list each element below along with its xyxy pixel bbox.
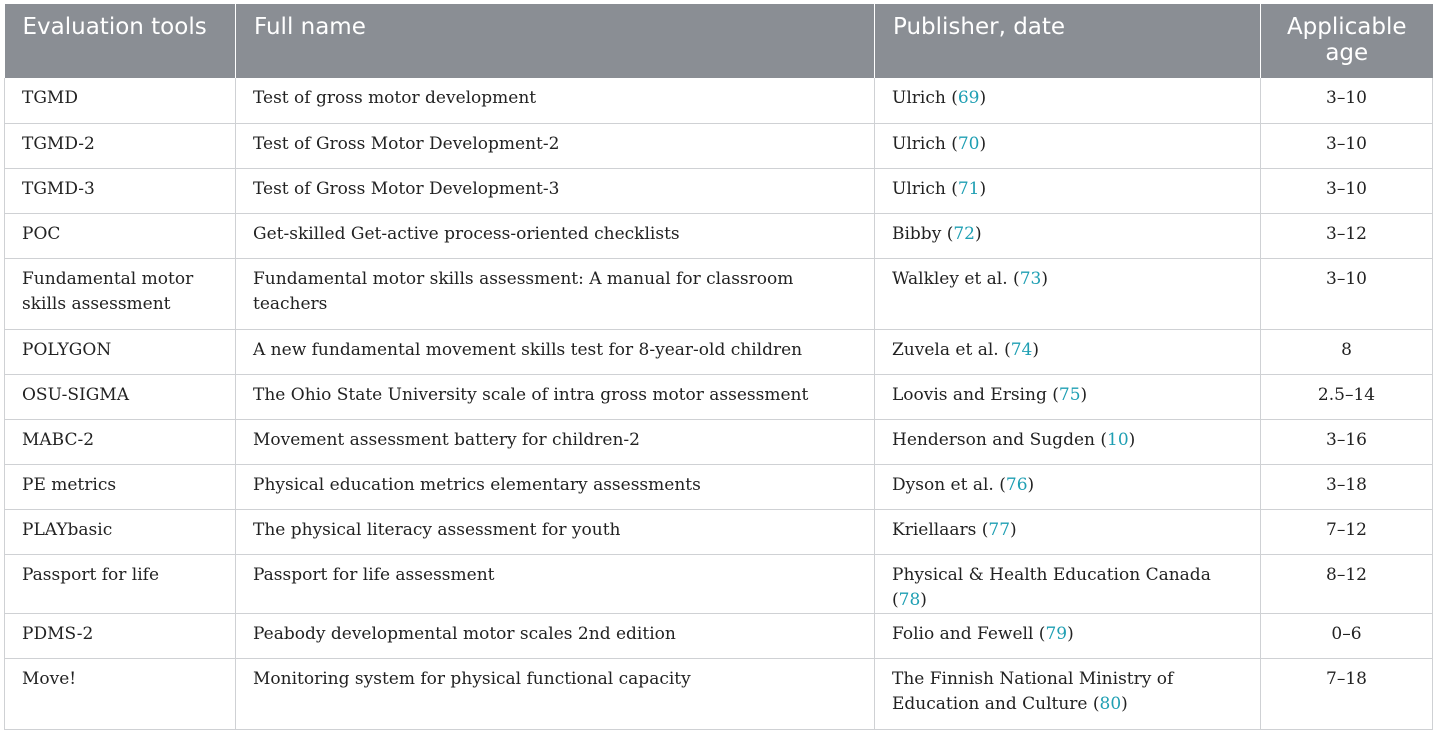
cell-tool: POC (5, 213, 236, 258)
cell-tool: POLYGON (5, 329, 236, 374)
cell-tool: TGMD (5, 78, 236, 123)
cell-full-name: Monitoring system for physical functional capacity (236, 658, 875, 729)
cell-publisher: Ulrich (71) (875, 168, 1261, 213)
reference-link[interactable]: 72 (953, 223, 975, 244)
cell-tool: PLAYbasic (5, 509, 236, 554)
cell-full-name: Passport for life assessment (236, 554, 875, 613)
cell-full-name: The physical literacy assessment for youth (236, 509, 875, 554)
cell-tool: MABC-2 (5, 419, 236, 464)
cell-publisher: Kriellaars (77) (875, 509, 1261, 554)
publisher-name: Loovis and Ersing (892, 384, 1047, 405)
cell-publisher: Physical & Health Education Canada (78) (875, 554, 1261, 613)
cell-age: 7–12 (1261, 509, 1433, 554)
table-row (5, 168, 1433, 213)
cell-full-name: Get-skilled Get-active process-oriented checklists (236, 213, 875, 258)
reference-link[interactable]: 76 (1005, 474, 1028, 495)
table-row (5, 658, 1433, 729)
cell-age: 7–18 (1261, 658, 1433, 729)
table-row (5, 329, 1433, 374)
table-row (5, 123, 1433, 168)
cell-tool: PDMS-2 (5, 613, 236, 658)
cell-age: 3–10 (1261, 258, 1433, 329)
reference-link[interactable]: 73 (1019, 268, 1042, 289)
publisher-name: Dyson et al. (892, 474, 994, 495)
reference-link[interactable]: 77 (988, 519, 1011, 540)
table-row (5, 213, 1433, 258)
reference-link[interactable]: 69 (957, 88, 980, 108)
cell-publisher: Bibby (72) (875, 213, 1261, 258)
reference-link[interactable]: 70 (957, 133, 980, 154)
publisher-name: Physical & Health Education Canada (892, 564, 1211, 585)
cell-tool: TGMD-2 (5, 123, 236, 168)
reference-link[interactable]: 71 (957, 178, 980, 199)
cell-publisher: Walkley et al. (73) (875, 258, 1261, 329)
header-evaluation-tools: Evaluation tools (5, 4, 236, 78)
cell-age: 8–12 (1261, 554, 1433, 613)
publisher-name: Zuvela et al. (892, 339, 999, 360)
table-row (5, 613, 1433, 658)
cell-tool: Passport for life (5, 554, 236, 613)
cell-tool: TGMD-3 (5, 168, 236, 213)
publisher-name: Walkley et al. (892, 268, 1008, 289)
table-row (5, 464, 1433, 509)
table-row (5, 78, 1433, 123)
cell-age: 3–16 (1261, 419, 1433, 464)
cell-full-name: Test of Gross Motor Development-2 (236, 123, 875, 168)
table-row (5, 554, 1433, 613)
publisher-name: Bibby (892, 223, 942, 244)
cell-tool: PE metrics (5, 464, 236, 509)
table-header (5, 4, 1433, 78)
cell-age: 3–18 (1261, 464, 1433, 509)
reference-link[interactable]: 78 (898, 589, 921, 610)
cell-publisher: Ulrich (69) (875, 78, 1261, 123)
cell-age: 3–10 (1261, 78, 1433, 123)
header-full-name: Full name (236, 4, 875, 78)
cell-full-name: Test of Gross Motor Development-3 (236, 168, 875, 213)
publisher-name: Ulrich (892, 88, 946, 108)
reference-link[interactable]: 80 (1099, 693, 1122, 714)
header-applicable-age: Applicable age (1261, 4, 1433, 78)
cell-age: 3–10 (1261, 168, 1433, 213)
cell-publisher: Folio and Fewell (79) (875, 613, 1261, 658)
reference-link[interactable]: 10 (1107, 429, 1129, 450)
cell-tool: OSU-SIGMA (5, 374, 236, 419)
evaluation-tools-table (4, 4, 1433, 730)
table-row (5, 509, 1433, 554)
cell-age: 8 (1261, 329, 1433, 374)
cell-full-name: A new fundamental movement skills test for 8-year-old children (236, 329, 875, 374)
reference-link[interactable]: 79 (1045, 623, 1068, 644)
publisher-name: Folio and Fewell (892, 623, 1034, 644)
table-row (5, 374, 1433, 419)
cell-full-name: The Ohio State University scale of intra gross motor assessment (236, 374, 875, 419)
cell-full-name: Movement assessment battery for children-2 (236, 419, 875, 464)
reference-link[interactable]: 75 (1058, 384, 1081, 405)
reference-link[interactable]: 74 (1010, 339, 1033, 360)
publisher-name: Ulrich (892, 133, 946, 154)
cell-publisher: Zuvela et al. (74) (875, 329, 1261, 374)
cell-full-name: Physical education metrics elementary assessments (236, 464, 875, 509)
cell-age: 0–6 (1261, 613, 1433, 658)
publisher-name: Henderson and Sugden (892, 429, 1095, 450)
cell-publisher: Henderson and Sugden (10) (875, 419, 1261, 464)
header-row (5, 4, 1433, 78)
cell-publisher: Loovis and Ersing (75) (875, 374, 1261, 419)
table-row (5, 419, 1433, 464)
header-publisher-date: Publisher, date (875, 4, 1261, 78)
cell-age: 3–10 (1261, 123, 1433, 168)
cell-age: 3–12 (1261, 213, 1433, 258)
publisher-name: Kriellaars (892, 519, 977, 540)
cell-tool: Fundamental motor skills assessment (5, 258, 236, 329)
table-row (5, 258, 1433, 329)
cell-tool: Move! (5, 658, 236, 729)
cell-publisher: Dyson et al. (76) (875, 464, 1261, 509)
publisher-name: The Finnish National Ministry of Education and Culture (892, 668, 1174, 714)
cell-age: 2.5–14 (1261, 374, 1433, 419)
cell-publisher: The Finnish National Ministry of Education and Culture (80) (875, 658, 1261, 729)
cell-full-name: Fundamental motor skills assessment: A manual for classroom teachers (236, 258, 875, 329)
cell-full-name: Peabody developmental motor scales 2nd edition (236, 613, 875, 658)
table-body (5, 78, 1433, 729)
cell-publisher: Ulrich (70) (875, 123, 1261, 168)
cell-full-name: Test of gross motor development (236, 78, 875, 123)
publisher-name: Ulrich (892, 178, 946, 199)
